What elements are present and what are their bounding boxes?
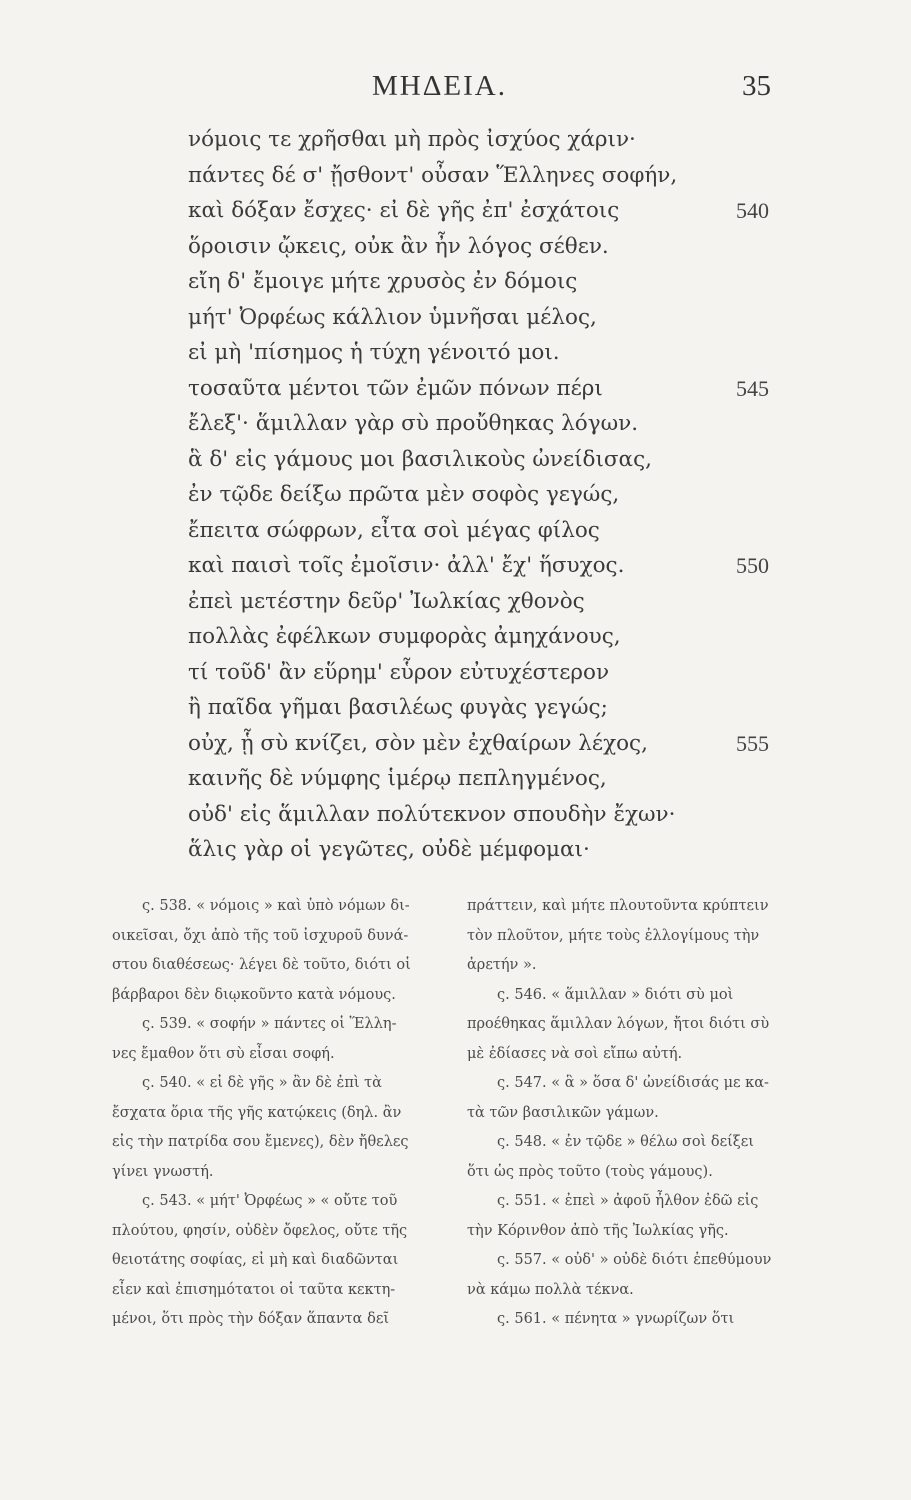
verse-text-line: ἔλεξ'· ἅμιλλαν γὰρ σὺ προὔθηκας λόγων.: [188, 411, 639, 436]
note-line: πλούτου, φησίν, οὐδὲν ὄφελος, οὔτε τῆς: [112, 1222, 408, 1239]
verse-text-line: πολλὰς ἐφέλκων συμφορὰς ἀμηχάνους,: [188, 624, 621, 649]
verse-text-line: τοσαῦτα μέντοι τῶν ἐμῶν πόνων πέρι: [188, 375, 603, 401]
note-line: θειοτάτης σοφίας, εἰ μὴ καὶ διαδῶνται: [112, 1252, 399, 1268]
verse-text-line: οὐδ' εἰς ἅμιλλαν πολύτεκνον σπουδὴν ἔχων·: [188, 801, 676, 827]
verse-line: [188, 300, 798, 336]
verse-text-line: καὶ παισὶ τοῖς ἐμοῖσιν· ἀλλ' ἔχ' ἥσυχος.: [188, 553, 625, 578]
notes-right-column: [467, 892, 792, 1335]
verse-text-line: οὐχ, ᾗ σὺ κνίζει, σὸν μὲν ἐχθαίρων λέχος,: [188, 730, 648, 756]
verse-line: [188, 548, 798, 584]
note-line: ς. 546. « ἅμιλλαν » διότι σὺ μοὶ: [497, 986, 734, 1003]
verse-text-line: ἔπειτα σώφρων, εἶτα σοὶ μέγας φίλος: [188, 517, 600, 543]
verse-line: [188, 832, 798, 868]
verse-text-line: εἴη δ' ἔμοιγε μήτε χρυσὸς ἐν δόμοις: [188, 269, 578, 294]
verse-text-line: ὅροισιν ᾤκεις, οὐκ ἂν ἦν λόγος σέθεν.: [188, 233, 609, 259]
verse-line: [188, 264, 798, 300]
verse-text-line: νόμοις τε χρῆσθαι μὴ πρὸς ἰσχύος χάριν·: [188, 127, 636, 152]
page-number: 35: [742, 70, 771, 102]
running-title: ΜΗΔΕΙΑ.: [372, 70, 507, 102]
note-line: ς. 548. « ἐν τῷδε » θέλω σοὶ δείξει: [497, 1134, 754, 1150]
commentary-notes: [112, 892, 792, 1335]
verse-text-line: καινῆς δὲ νύμφης ἱμέρῳ πεπληγμένος,: [188, 766, 607, 791]
verse-text-line: ἐν τῷδε δείξω πρῶτα μὲν σοφὸς γεγώς,: [188, 482, 620, 507]
verse-line: [188, 229, 798, 265]
verse-line: [188, 761, 798, 797]
note-line: εἰς τὴν πατρίδα σου ἔμενες), δὲν ἤθελες: [112, 1134, 409, 1150]
line-number: 555: [736, 730, 769, 756]
note-line: στου διαθέσεως· λέγει δὲ τοῦτο, διότι οἱ: [112, 957, 411, 973]
note-line: μὲ ἐδίασες νὰ σοὶ εἴπω αὐτή.: [467, 1045, 683, 1062]
verse-line: [188, 442, 798, 478]
note-line: ἔσχατα ὅρια τῆς γῆς κατῴκεις (δηλ. ἂν: [112, 1104, 402, 1121]
note-line: ς. 539. « σοφήν » πάντες οἱ Ἕλλη-: [142, 1016, 397, 1032]
running-head: [0, 70, 911, 106]
verse-text-line: εἰ μὴ 'πίσημος ἡ τύχη γένοιτό μοι.: [188, 340, 560, 365]
verse-text-line: ἢ παῖδα γῆμαι βασιλέως φυγὰς γεγώς;: [188, 695, 608, 720]
note-line: νὰ κάμω πολλὰ τέκνα.: [467, 1281, 634, 1298]
note-line: ς. 540. « εἰ δὲ γῆς » ἂν δὲ ἐπὶ τὰ: [142, 1075, 382, 1091]
note-line: πράττειν, καὶ μήτε πλουτοῦντα κρύπτειν: [467, 898, 769, 914]
verse-line: [188, 193, 798, 229]
note-line: ὅτι ὡς πρὸς τοῦτο (τοὺς γάμους).: [467, 1163, 713, 1180]
note-line: τὰ τῶν βασιλικῶν γάμων.: [467, 1104, 659, 1121]
verse-line: [188, 584, 798, 620]
line-number: 540: [736, 198, 769, 223]
note-line: τὸν πλοῦτον, μήτε τοὺς ἐλλογίμους τὴν: [467, 927, 760, 944]
verse-text-line: καὶ δόξαν ἔσχες· εἰ δὲ γῆς ἐπ' ἐσχάτοις: [188, 198, 620, 223]
line-number: 550: [736, 553, 769, 578]
verse-line: [188, 406, 798, 442]
note-line: προέθηκας ἅμιλλαν λόγων, ἤτοι διότι σὺ: [467, 1016, 770, 1032]
verse-line: [188, 690, 798, 726]
note-line: εἶεν καὶ ἐπισημότατοι οἱ ταῦτα κεκτη-: [112, 1281, 396, 1298]
verse-text-line: ἃ δ' εἰς γάμους μοι βασιλικοὺς ὠνείδισας,: [188, 446, 652, 472]
verse-text: [188, 122, 798, 868]
verse-line: [188, 371, 798, 407]
note-line: νες ἔμαθον ὅτι σὺ εἶσαι σοφή.: [112, 1045, 335, 1062]
verse-line: [188, 158, 798, 194]
verse-line: [188, 477, 798, 513]
note-line: ς. 547. « ἃ » ὅσα δ' ὠνείδισάς με κα-: [497, 1075, 769, 1091]
verse-text-line: τί τοῦδ' ἂν εὕρημ' εὗρον εὐτυχέστερον: [188, 659, 610, 685]
note-line: οικεῖσαι, ὄχι ἀπὸ τῆς τοῦ ἰσχυροῦ δυνά-: [112, 927, 409, 944]
verse-line: [188, 335, 798, 371]
verse-text-line: μήτ' Ὀρφέως κάλλιον ὑμνῆσαι μέλος,: [188, 304, 597, 330]
note-line: ς. 557. « οὐδ' » οὐδὲ διότι ἐπεθύμουν: [497, 1252, 772, 1268]
verse-text-line: ἅλις γὰρ οἱ γεγῶτες, οὐδὲ μέμφομαι·: [188, 837, 590, 862]
verse-text-line: ἐπεὶ μετέστην δεῦρ' Ἰωλκίας χθονὸς: [188, 588, 585, 614]
verse-line: [188, 726, 798, 762]
verse-line: [188, 797, 798, 833]
note-line: βάρβαροι δὲν διῳκοῦντο κατὰ νόμους.: [112, 986, 396, 1003]
line-number: 545: [736, 375, 769, 401]
note-line: ς. 551. « ἐπεὶ » ἀφοῦ ἦλθον ἐδῶ εἰς: [497, 1193, 759, 1209]
verse-line: [188, 122, 798, 158]
note-line: ς. 561. « πένητα » γνωρίζων ὅτι: [497, 1311, 735, 1327]
note-line: μένοι, ὅτι πρὸς τὴν δόξαν ἅπαντα δεῖ: [112, 1311, 390, 1327]
note-line: γίνει γνωστή.: [112, 1163, 214, 1180]
note-line: ς. 543. « μήτ' Ὀρφέως » « οὔτε τοῦ: [142, 1193, 398, 1209]
note-line: τὴν Κόρινθον ἀπὸ τῆς Ἰωλκίας γῆς.: [467, 1222, 729, 1239]
verse-line: [188, 655, 798, 691]
notes-left-column: [112, 892, 437, 1335]
verse-line: [188, 513, 798, 549]
note-line: ἀρετήν ».: [467, 957, 537, 973]
verse-line: [188, 619, 798, 655]
verse-text-line: πάντες δέ σ' ᾔσθοντ' οὖσαν Ἕλληνες σοφήν,: [188, 162, 678, 188]
note-line: ς. 538. « νόμοις » καὶ ὑπὸ νόμων δι-: [142, 898, 410, 914]
